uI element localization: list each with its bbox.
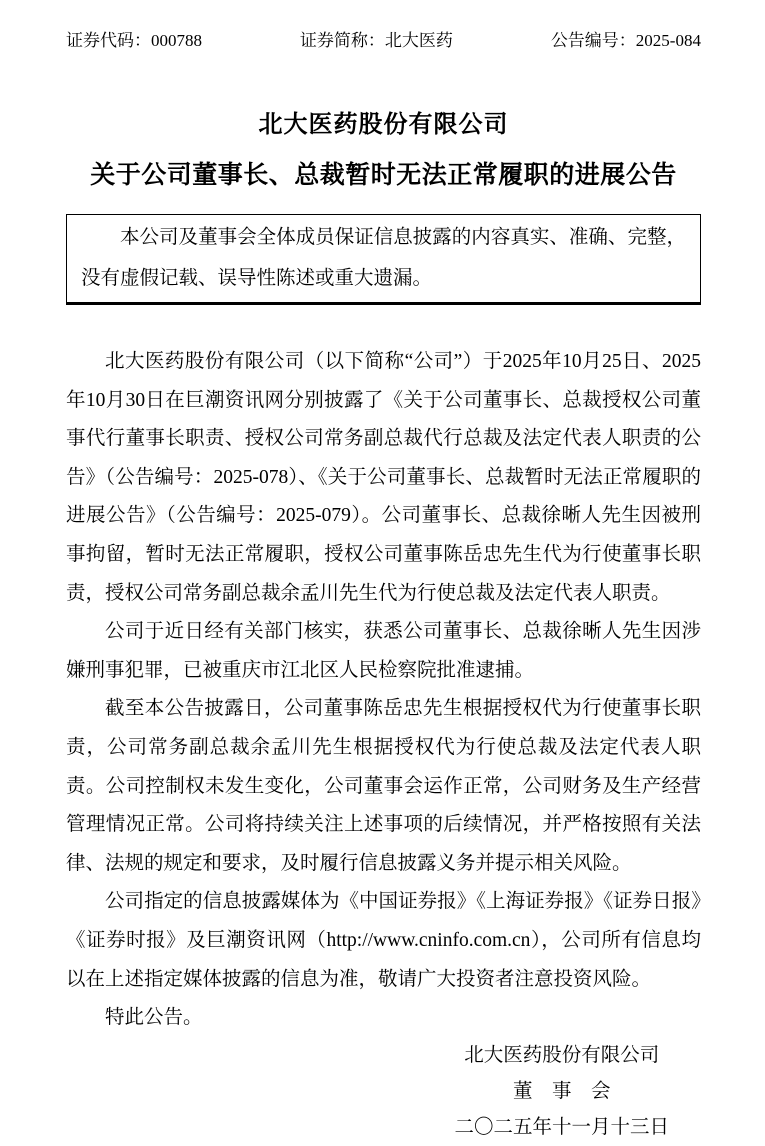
stock-code: 证券代码：000788 (66, 31, 202, 50)
announcement-number: 公告编号：2025-084 (550, 31, 701, 50)
stock-name: 证券简称：北大医药 (299, 31, 453, 50)
body-paragraph: 截至本公告披露日，公司董事陈岳忠先生根据授权代为行使董事长职责，公司常务副总裁余孟川先生根据授权代为行使总裁及法定代表人职责。公司控制权未发生变化，公司董事会运作正常，公司财务及生产经营管理情况正常。公司将持续关注上述事项的后续情况，并严格按照有关法律、法规的规定和要求，及时履行信息披露义务并提示相关风险。 (66, 698, 701, 874)
disclaimer-box (66, 214, 701, 305)
body-paragraph: 公司指定的信息披露媒体为《中国证券报》《上海证券报》《证券日报》《证券时报》及巨潮资讯网（http://www.cninfo.com.cn），公司所有信息均以在上述指定媒体披露的信息为准，敬请广大投资者注意投资风险。 (66, 891, 701, 990)
signature-company: 北大医药股份有限公司 (464, 1044, 660, 1066)
body-paragraph: 公司于近日经有关部门核实，获悉公司董事长、总裁徐晰人先生因涉嫌刑事犯罪，已被重庆市江北区人民检察院批准逮捕。 (66, 621, 701, 681)
signature-date: 二〇二五年十一月十三日 (454, 1116, 669, 1138)
document-body (66, 343, 701, 1038)
signature-block (454, 1038, 669, 1146)
signature-board: 董 事 会 (512, 1080, 611, 1102)
document-header (66, 30, 701, 52)
closing-statement: 特此公告。 (105, 1007, 203, 1029)
announcement-title: 关于公司董事长、总裁暂时无法正常履职的进展公告 (90, 162, 677, 189)
disclaimer-text: 本公司及董事会全体成员保证信息披露的内容真实、准确、完整，没有虚假记载、误导性陈述或重大遗漏。 (81, 227, 686, 289)
body-paragraph: 北大医药股份有限公司（以下简称“公司”）于2025年10月25日、2025年10月30日在巨潮资讯网分别披露了《关于公司董事长、总裁授权公司董事代行董事长职责、授权公司常务副总裁代行总裁及法定代表人职责的公告》（公告编号：2025-078）、《关于公司董事长、总裁暂时无法正常履职的进展公告》（公告编号：2025-079）。公司董事长、总裁徐晰人先生因被刑事拘留，暂时无法正常履职，授权公司董事陈岳忠先生代为行使董事长职责，授权公司常务副总裁余孟川先生代为行使总裁及法定代表人职责。 (66, 351, 701, 604)
company-name-title: 北大医药股份有限公司 (258, 112, 509, 138)
